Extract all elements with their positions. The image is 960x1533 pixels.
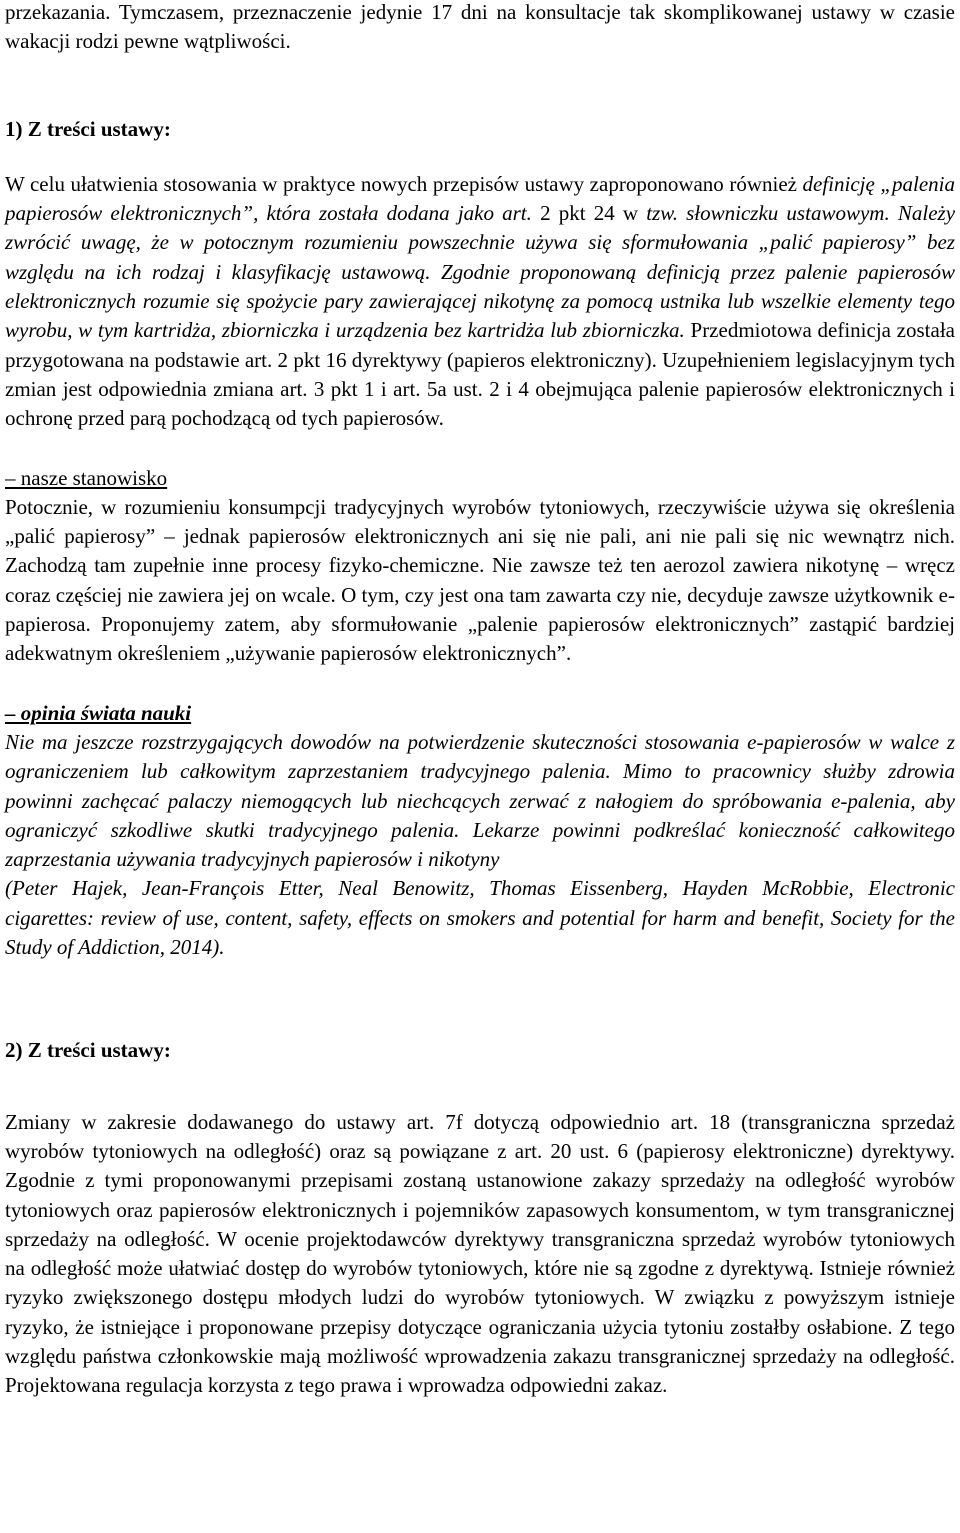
- section-1-heading: 1) Z treści ustawy:: [5, 116, 171, 141]
- spacer: [5, 1066, 955, 1108]
- position-heading: – nasze stanowisko: [5, 465, 168, 490]
- spacer: [5, 434, 955, 464]
- spacer: [5, 962, 955, 1036]
- section-1-glossary-text: tzw. słowniczku ustawowym. Należy zwrócić uwagę, że w potocznym rozumieniu powszechnie używa się sformułowania „palić papierosy” bez względu na ich rodzaj i klasyfikację ustawową. Zgodnie proponowaną definicją przez palenie papierosów elektronicznych rozumie się spożycie pary zawierającej nikotynę za pomocą ustnika lub wszelkie elementy tego wyrobu, w tym kartridża, zbiorniczka i urządzenia bez kartridża lub zbiorniczka.: [5, 201, 956, 343]
- science-citation: (Peter Hajek, Jean-François Etter, Neal Benowitz, Thomas Eissenberg, Hayden McRobbie, Electronic cigarettes: review of use, content, safety, effects on smokers and potential for harm and benefit, Society for the Study of Addiction, 2014).: [5, 876, 955, 960]
- section-1-text-c: Przedmiotowa definicja została przygotowana na podstawie art. 2 pkt 16 dyrektywy (papieros elektroniczny). Uzupełnieniem legislacyjnym tych zmian jest odpowiednia zmiana art. 3 pkt 1 i art. 5a ust. 2 i 4 obejmująca palenie papierosów elektronicznych i ochronę przed parą pochodzącą od tych papierosów.: [5, 318, 955, 431]
- science-heading: – opinia świata nauki: [5, 700, 192, 725]
- spacer: [5, 669, 955, 699]
- section-1-paragraph: [5, 170, 955, 434]
- spacer: [5, 57, 955, 115]
- section-1-text-a: W celu ułatwienia stosowania w praktyce nowych przepisów ustawy zaproponowano również: [5, 171, 803, 196]
- section-2-heading: 2) Z treści ustawy:: [5, 1038, 171, 1063]
- section-2-paragraph: Zmiany w zakresie dodawanego do ustawy art. 7f dotyczą odpowiednio art. 18 (transgraniczna sprzedaż wyrobów tytoniowych na odległość) oraz są powiązane z art. 20 ust. 6 (papierosy elektroniczne) dyrektywy. Zgodnie z tymi proponowanymi przepisami zostaną ustanowione zakazy sprzedaży na odległość wyrobów tytoniowych oraz papierosów elektronicznych i pojemników zapasowych konsumentom, w tym transgranicznej sprzedaży na odległość. W ocenie projektodawców dyrektywy transgraniczna sprzedaż wyrobów tytoniowych na odległość może ułatwiać dostęp do wyrobów tytoniowych, które nie są zgodne z dyrektywą. Istnieje również ryzyko zwiększonego dostępu młodych ludzi do wyrobów tytoniowych. W związku z powyższym istnieje ryzyko, że istniejące i proponowane przepisy dotyczące ograniczania użycia tytoniu zostałby osłabione. Z tego względu państwa członkowskie mają możliwość wprowadzenia zakazu transgranicznej sprzedaży na odległość. Projektowana regulacja korzysta z tego prawa i wprowadza odpowiedni zakaz.: [5, 1109, 955, 1398]
- document-page: [5, 0, 955, 1401]
- intro-paragraph: przekazania. Tymczasem, przeznaczenie jedynie 17 dni na konsultacje tak skomplikowanej ustawy w czasie wakacji rodzi pewne wątpliwości.: [5, 0, 955, 54]
- section-1-article-ref: 2 pkt 24 w: [540, 201, 647, 226]
- spacer: [5, 144, 955, 170]
- section-1-definition-text: definicję „palenia papierosów elektronicznych”, która została dodana jako art.: [5, 171, 955, 226]
- science-paragraph: Nie ma jeszcze rozstrzygających dowodów na potwierdzenie skuteczności stosowania e-papierosów w walce z ograniczeniem lub całkowitym zaprzestaniem tradycyjnego palenia. Mimo to pracownicy służby zdrowia powinni zachęcać palaczy niemogących lub niechcących zerwać z nałogiem do spróbowania e-palenia, aby ograniczyć szkodliwe skutki tradycyjnego palenia. Lekarze powinni podkreślać konieczność całkowitego zaprzestania używania tradycyjnych papierosów i nikotyny: [5, 729, 955, 872]
- position-paragraph: Potocznie, w rozumieniu konsumpcji tradycyjnych wyrobów tytoniowych, rzeczywiście używa się określenia „palić papierosy” – jednak papierosów elektronicznych ani się nie pali, ani nie pali się nic wewnątrz nich. Zachodzą tam zupełnie inne procesy fizyko-chemiczne. Nie zawsze też ten aerozol zawiera nikotynę – wręcz coraz częściej nie zawiera jej on wcale. O tym, czy jest ona tam zawarta czy nie, decyduje zawsze użytkownik e-papierosa. Proponujemy zatem, aby sformułowanie „palenie papierosów elektronicznych” zastąpić bardziej adekwatnym określeniem „używanie papierosów elektronicznych”.: [5, 494, 955, 666]
